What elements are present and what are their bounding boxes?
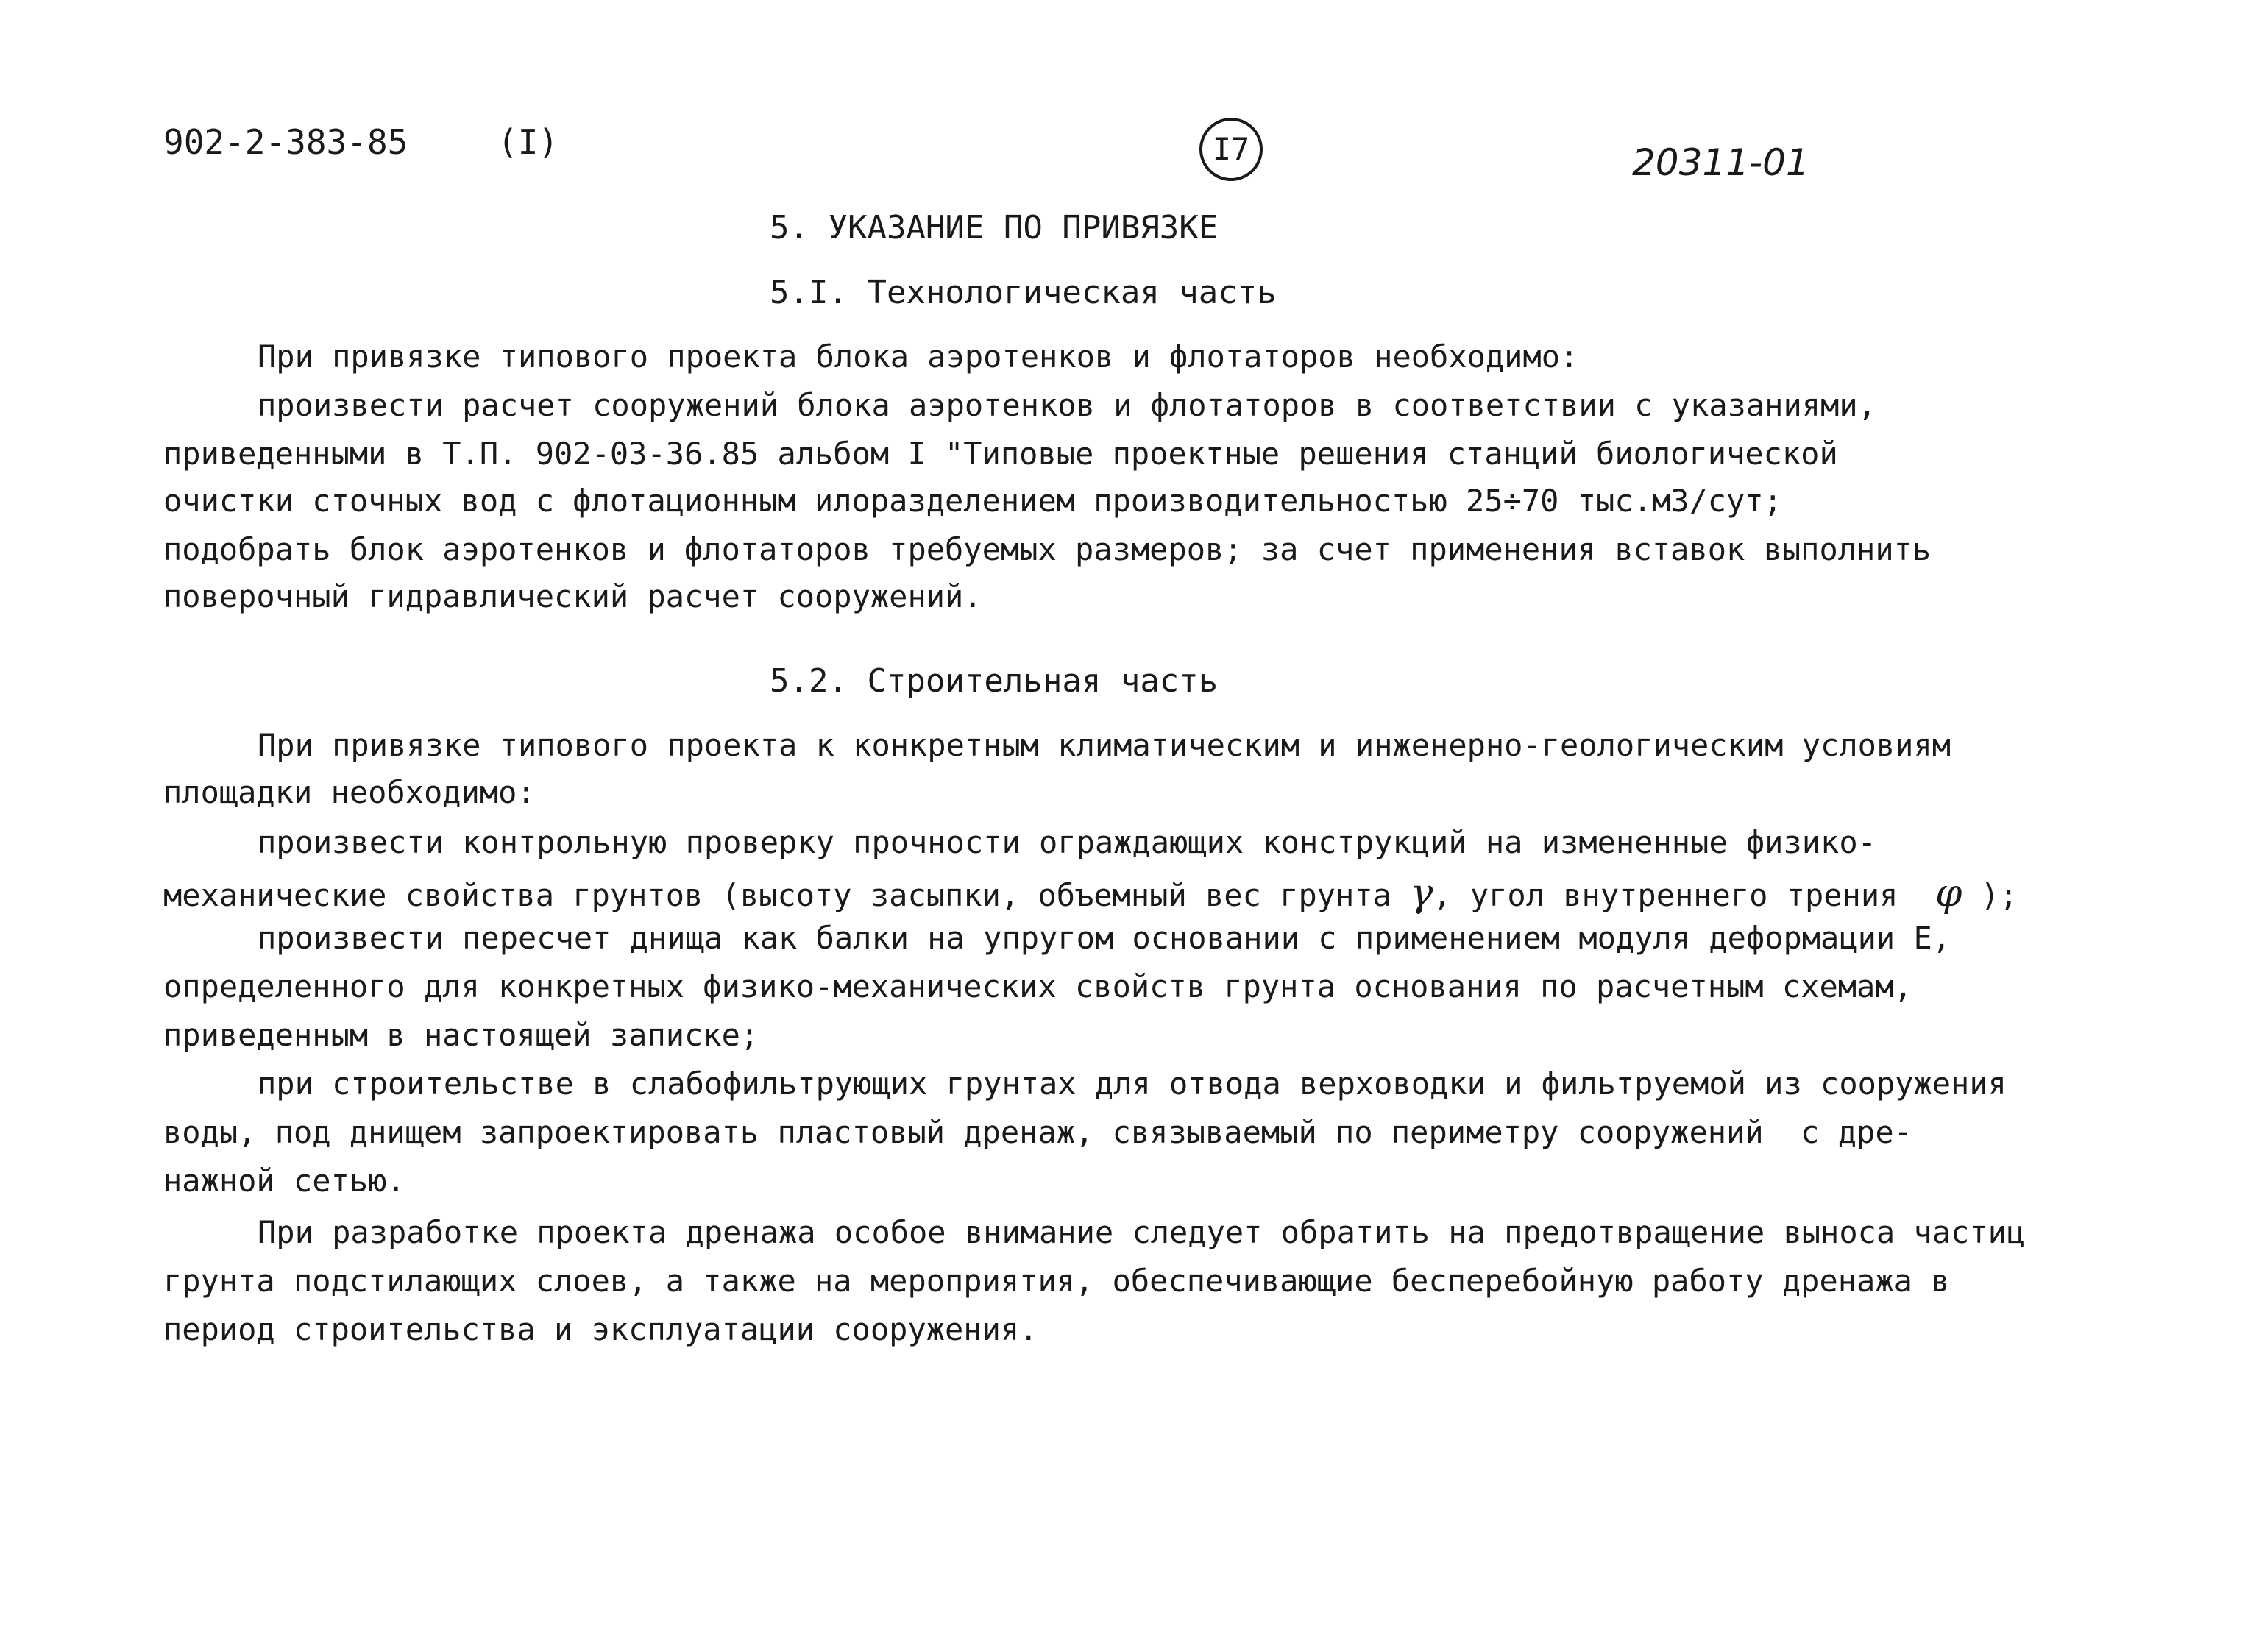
paragraph-line: период строительства и эксплуатации сооружения. — [163, 1311, 1038, 1347]
paragraph-line: произвести расчет сооружений блока аэротенков и флотаторов в соответствии с указаниями, — [258, 387, 1876, 423]
paragraph-line: При привязке типового проекта блока аэротенков и флотаторов необходимо: — [258, 338, 1579, 375]
paragraph-line: приведенным в настоящей записке; — [163, 1017, 759, 1053]
paragraph-line: очистки сточных вод с флотационным илоразделением производительностью 25÷70 тыс.м3/сут; — [163, 483, 1782, 519]
document-code: 902-2-383-85 — [163, 122, 408, 162]
paragraph-line: произвести контрольную проверку прочности ограждающих конструкций на измененные физико- — [258, 824, 1876, 860]
phi-symbol: φ — [1935, 871, 1962, 915]
sheet-part: (I) — [497, 122, 559, 162]
subsection-1-title: 5.I. Технологическая часть — [770, 274, 1277, 311]
line-segment: , угол внутреннего трения — [1433, 877, 1898, 913]
paragraph-line: воды, под днищем запроектировать пластовый дренаж, связываемый по периметру сооружений с дре- — [163, 1114, 1912, 1150]
gamma-symbol: γ — [1410, 871, 1433, 915]
paragraph-line: площадки необходимо: — [163, 774, 536, 810]
line-segment: ); — [1980, 877, 2018, 913]
paragraph-line: произвести пересчет днища как балки на упругом основании с применением модуля деформации Е, — [258, 920, 1951, 956]
section-title: 5. УКАЗАНИЕ ПО ПРИВЯЗКЕ — [770, 209, 1219, 247]
paragraph-line: При привязке типового проекта к конкретным климатическим и инженерно-геологическим условиям — [258, 727, 1951, 763]
paragraph-line: подобрать блок аэротенков и флотаторов требуемых размеров; за счет применения вставок выполнить — [163, 531, 1932, 567]
paragraph-line: приведенными в Т.П. 902-03-36.85 альбом I "Типовые проектные решения станций биологической — [163, 436, 1838, 472]
paragraph-line-with-symbols — [163, 871, 2018, 915]
subsection-2-title: 5.2. Строительная часть — [770, 662, 1219, 700]
paragraph-line: грунта подстилающих слоев, а также на мероприятия, обеспечивающие бесперебойную работу дренажа в — [163, 1263, 1950, 1299]
paragraph-line: При разработке проекта дренажа особое внимание следует обратить на предотвращение выноса частиц — [258, 1214, 2026, 1250]
paragraph-line: поверочный гидравлический расчет сооружений. — [163, 578, 982, 614]
paragraph-line: при строительстве в слабофильтрующих грунтах для отвода верховодки и фильтруемой из сооружения — [258, 1066, 2007, 1102]
page-number-circle: I7 — [1199, 118, 1263, 181]
paragraph-line: определенного для конкретных физико-механических свойств грунта основания по расчетным схемам, — [163, 968, 1912, 1004]
paragraph-line: нажной сетью. — [163, 1163, 405, 1199]
inventory-number: 20311-01 — [1632, 141, 1809, 184]
line-segment: механические свойства грунтов (высоту засыпки, объемный вес грунта — [163, 877, 1391, 913]
